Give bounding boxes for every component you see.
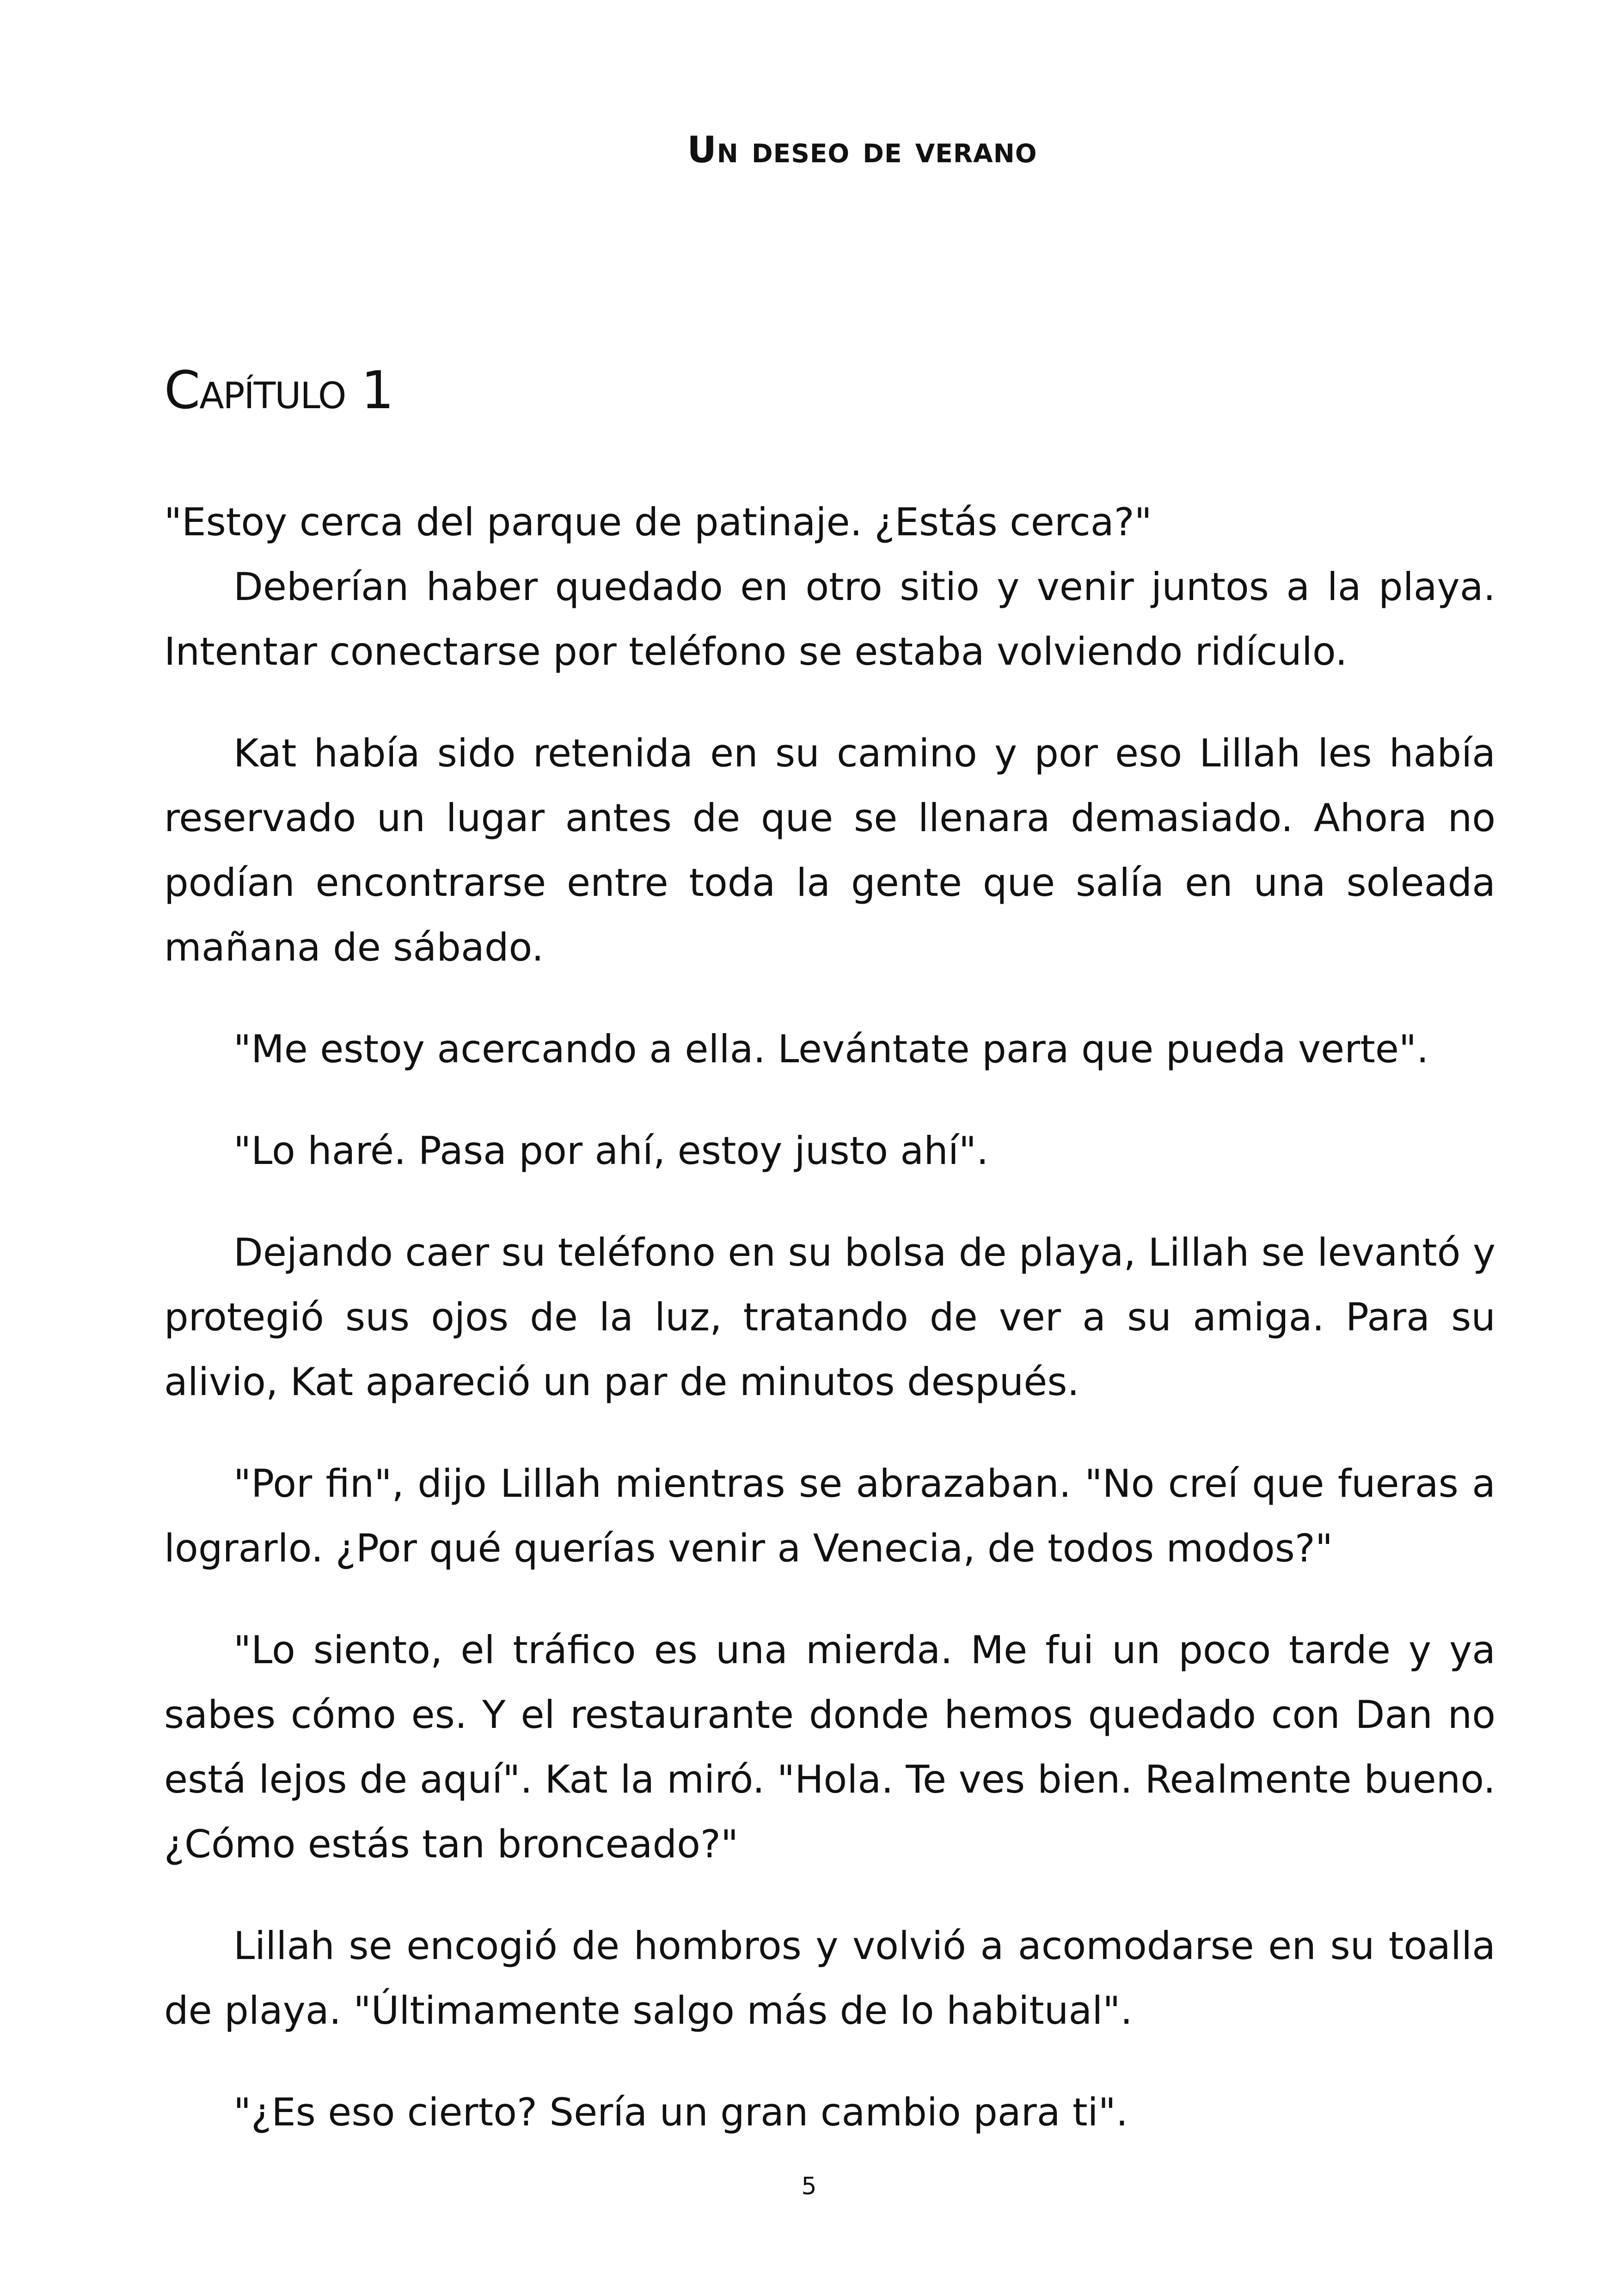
paragraph: "Me estoy acercando a ella. Levántate para que pueda verte". [233, 1027, 1429, 1071]
page-number: 5 [801, 2173, 817, 2200]
paragraph: Kat había sido retenida en su camino y por eso Lillah les había reservado un lugar antes de que se llenara demasiado. Ahora no podían encontrarse entre toda la gente que salía en una soleada mañana de sábado. [164, 731, 1495, 970]
paragraph: "Por fin", dijo Lillah mientras se abrazaban. "No creí que fueras a lograrlo. ¿Por qué querías venir a Venecia, de todos modos?" [164, 1461, 1495, 1571]
book-title: Un deseo de verano [687, 129, 1037, 171]
chapter-body [164, 490, 1495, 2182]
paragraph: "Estoy cerca del parque de patinaje. ¿Estás cerca?" [164, 500, 1152, 545]
paragraph: Dejando caer su teléfono en su bolsa de playa, Lillah se levantó y protegió sus ojos de la luz, tratando de ver a su amiga. Para su alivio, Kat apareció un par de minutos después. [164, 1230, 1495, 1404]
paragraph: "¿Es eso cierto? Sería un gran cambio para ti". [233, 2090, 1128, 2135]
paragraph: "Lo haré. Pasa por ahí, estoy justo ahí". [233, 1128, 989, 1173]
paragraph: Lillah se encogió de hombros y volvió a acomodarse en su toalla de playa. "Últimamente salgo más de lo habitual". [164, 1923, 1495, 2033]
paragraph: "Lo siento, el tráfico es una mierda. Me fui un poco tarde y ya sabes cómo es. Y el restaurante donde hemos quedado con Dan no está lejos de aquí". Kat la miró. "Hola. Te ves bien. Realmente bueno. ¿Cómo estás tan bronceado?" [164, 1628, 1495, 1867]
chapter-title: Capítulo 1 [164, 361, 393, 421]
paragraph: Deberían haber quedado en otro sitio y venir juntos a la playa. Intentar conectarse por teléfono se estaba volviendo ridículo. [164, 564, 1495, 674]
